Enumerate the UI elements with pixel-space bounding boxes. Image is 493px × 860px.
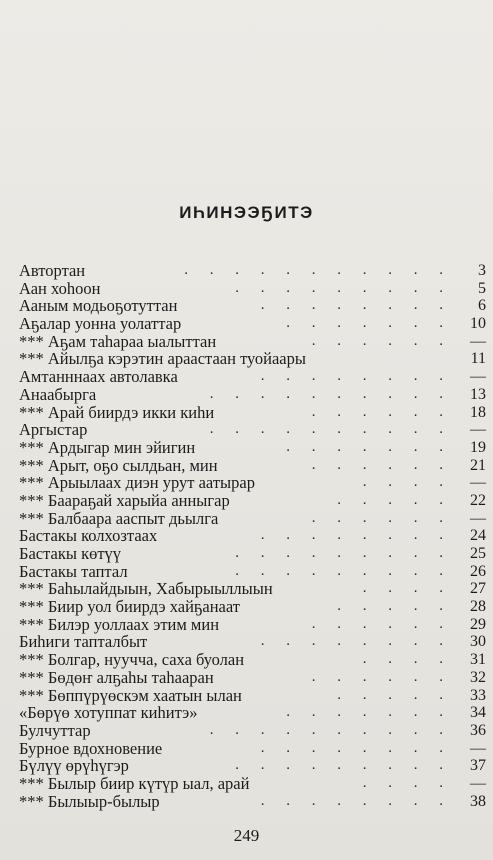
toc-entry-title: *** Ардыгар мин эйигин bbox=[19, 437, 196, 457]
toc-leader-dots: . . . . . . . . bbox=[260, 297, 452, 314]
toc-leader-dots: . . . . . . bbox=[311, 615, 452, 632]
toc-entry bbox=[19, 633, 486, 651]
toc-entry-title: Ааным модьоҕотуттан bbox=[19, 296, 178, 316]
toc-leader-dots: . . . . . . . . . bbox=[235, 545, 452, 561]
toc-entry-page: 27 bbox=[470, 580, 486, 598]
toc-entry bbox=[19, 404, 486, 422]
toc-leader-dots: . . . . . . . . bbox=[260, 527, 452, 544]
toc-entry-title: *** Бөдөҥ алҕаһы таһааран bbox=[19, 667, 214, 687]
toc-entry-page: 28 bbox=[470, 598, 486, 616]
toc-entry-page: 38 bbox=[470, 792, 486, 810]
toc-entry-title: *** Баараҕай харыйа анныгар bbox=[19, 490, 230, 510]
toc-entry-title: *** Баһылайдыын, Хабырыыллыын bbox=[19, 579, 273, 599]
toc-entry-title: *** Бөппүрүөскэм хаатын ылан bbox=[19, 685, 242, 705]
toc-entry bbox=[19, 421, 486, 439]
toc-entry bbox=[19, 297, 486, 315]
toc-entry-title: *** Арай биирдэ икки киһи bbox=[19, 402, 215, 422]
toc-entry-page: 37 bbox=[470, 757, 486, 775]
toc-entry-title: Бастакы колхозтаах bbox=[19, 526, 158, 546]
toc-entry-title: *** Арыылаах диэн урут аатырар bbox=[19, 473, 255, 493]
toc-entry-title: Аан хоһоон bbox=[19, 278, 101, 298]
toc-leader-dots: . . . . . . . bbox=[286, 438, 452, 455]
toc-entry bbox=[19, 563, 486, 581]
toc-entry bbox=[19, 492, 486, 510]
toc-entry-page: 6 bbox=[478, 297, 486, 315]
toc-entry-title: Аргыстар bbox=[19, 420, 88, 440]
toc-entry-page: — bbox=[470, 474, 486, 492]
toc-entry bbox=[19, 616, 486, 634]
toc-entry bbox=[19, 545, 486, 563]
toc-entry-title: *** Былыыр-былыр bbox=[19, 791, 160, 811]
toc-entry-page: 10 bbox=[470, 315, 486, 333]
toc-entry-page: 31 bbox=[470, 651, 486, 669]
toc-leader-dots: . . . . . . . . bbox=[260, 633, 452, 650]
toc-entry-title: *** Былыр биир күтүр ыал, арай bbox=[19, 773, 250, 793]
toc-entry-page: 32 bbox=[470, 668, 486, 686]
page-number: 249 bbox=[233, 826, 260, 845]
toc-entry-title: *** Болгар, нуучча, саха буолан bbox=[19, 650, 245, 670]
toc-entry-title: *** Билэр уоллаах этим мин bbox=[19, 614, 220, 634]
toc-leader-dots: . . . . . . . . . . . bbox=[184, 262, 452, 278]
toc-entry-title: Анаабырга bbox=[19, 384, 97, 404]
toc-entry-page: 3 bbox=[478, 262, 486, 279]
toc-entry bbox=[19, 474, 486, 492]
toc-leader-dots: . . . . bbox=[362, 580, 452, 597]
toc-leader-dots: . . . . . . . . bbox=[260, 792, 452, 809]
toc-entry bbox=[19, 687, 486, 705]
toc-leader-dots: . . . . . . bbox=[311, 509, 452, 526]
toc-entry bbox=[19, 669, 486, 687]
toc-entry-page: 36 bbox=[470, 721, 486, 739]
toc-entry bbox=[19, 793, 486, 811]
toc-entry-page: 26 bbox=[470, 562, 486, 580]
toc-entry bbox=[19, 527, 486, 545]
toc-entry-title: *** Балбаара ааспыт дьылга bbox=[19, 508, 219, 528]
toc-leader-dots: . . . . . . . . bbox=[260, 368, 452, 385]
toc-entry-page: — bbox=[470, 774, 486, 792]
toc-leader-dots: . . . . . . . . . . bbox=[209, 721, 452, 738]
page-title: ИҺИНЭЭҔИТЭ bbox=[179, 203, 314, 222]
toc-entry-title: Биһиги тапталбыт bbox=[19, 632, 148, 652]
toc-entry bbox=[19, 740, 486, 758]
toc-entry-page: — bbox=[470, 421, 486, 439]
toc-entry bbox=[19, 280, 486, 298]
toc-entry-page: 11 bbox=[470, 350, 486, 368]
toc-entry-page: 21 bbox=[470, 456, 486, 474]
toc-entry bbox=[19, 439, 486, 457]
toc-entry bbox=[19, 598, 486, 616]
toc-entry-page: 24 bbox=[470, 527, 486, 545]
toc-leader-dots: . . . . . . . . . bbox=[235, 279, 452, 296]
toc-leader-dots: . . . . bbox=[362, 651, 452, 668]
toc-entry-title: Бастакы таптал bbox=[19, 561, 128, 581]
toc-entry bbox=[19, 262, 486, 280]
toc-leader-dots: . . . . . . bbox=[311, 668, 452, 685]
toc-entry-title: *** Биир уол биирдэ хайҕанаат bbox=[19, 597, 240, 617]
toc-entry-page: 13 bbox=[470, 385, 486, 403]
toc-entry-page: 25 bbox=[470, 545, 486, 562]
toc-entry-title: *** Аҕам таһараа ыалыттан bbox=[19, 331, 217, 351]
toc-entry bbox=[19, 368, 486, 386]
toc-leader-dots: . . . . . . . . . . bbox=[209, 421, 452, 438]
toc-entry-title: Бүлүү өрүһүгэр bbox=[19, 756, 129, 776]
toc-leader-dots: . . . . . bbox=[337, 686, 452, 703]
toc-leader-dots: . . . . . . . bbox=[286, 315, 452, 332]
toc-entry-page: 29 bbox=[470, 615, 486, 633]
toc-entry-page: 33 bbox=[470, 686, 486, 704]
toc-entry-page: 22 bbox=[470, 491, 486, 509]
toc-leader-dots: . . . . . bbox=[337, 491, 452, 508]
toc-leader-dots: . . . . bbox=[362, 774, 452, 791]
toc-leader-dots: . . . . . . . . . bbox=[235, 757, 452, 774]
toc-entry-title: *** Айылҕа кэрэтин араастаан туойаары bbox=[19, 349, 306, 369]
toc-entry-title: *** Арыт, оҕо сылдьан, мин bbox=[19, 455, 218, 475]
toc-entry bbox=[19, 775, 486, 793]
toc-entry-page: — bbox=[470, 368, 486, 386]
toc-entry-title: Бастакы көтүү bbox=[19, 544, 122, 563]
toc-leader-dots: . . . . . bbox=[337, 598, 452, 615]
toc-entry-page: — bbox=[470, 332, 486, 350]
toc-entry bbox=[19, 333, 486, 351]
toc-leader-dots: . . . . . . bbox=[311, 332, 452, 349]
toc-entry-page: 5 bbox=[478, 279, 486, 297]
toc-leader-dots: . . . . bbox=[362, 474, 452, 491]
toc-leader-dots: . . . . . . bbox=[311, 456, 452, 473]
toc-entry-title: Аҕалар уонна уолаттар bbox=[19, 314, 182, 334]
toc-leader-dots: . . . . . . . bbox=[286, 704, 452, 721]
toc-leader-dots: . . . . . . . . . bbox=[235, 562, 452, 579]
toc-leader-dots: . . . . . . bbox=[311, 403, 452, 420]
toc-entry-title: «Бөрүө хотуппат киһитэ» bbox=[19, 703, 198, 723]
toc-entry bbox=[19, 457, 486, 475]
toc-entry bbox=[19, 651, 486, 669]
table-of-contents bbox=[19, 262, 486, 810]
toc-entry bbox=[19, 350, 486, 368]
toc-entry-title: Амтанннаах автолавка bbox=[19, 367, 178, 387]
toc-entry bbox=[19, 722, 486, 740]
toc-entry-title: Булчуттар bbox=[19, 720, 91, 740]
toc-leader-dots: . . . . . . . . bbox=[260, 739, 452, 756]
toc-entry bbox=[19, 510, 486, 528]
toc-entry-title: Бурное вдохновение bbox=[19, 738, 163, 758]
toc-entry bbox=[19, 704, 486, 722]
toc-entry-page: — bbox=[470, 739, 486, 757]
toc-entry bbox=[19, 580, 486, 598]
toc-entry-page: 18 bbox=[470, 403, 486, 421]
toc-entry-page: 19 bbox=[470, 438, 486, 456]
toc-leader-dots: . . . . . . . . . . bbox=[209, 385, 452, 402]
toc-entry bbox=[19, 386, 486, 404]
toc-entry-page: 30 bbox=[470, 633, 486, 651]
toc-entry-title: Автортан bbox=[19, 261, 86, 280]
toc-entry bbox=[19, 757, 486, 775]
toc-entry-page: 34 bbox=[470, 704, 486, 722]
toc-entry bbox=[19, 315, 486, 333]
toc-entry-page: — bbox=[470, 509, 486, 527]
